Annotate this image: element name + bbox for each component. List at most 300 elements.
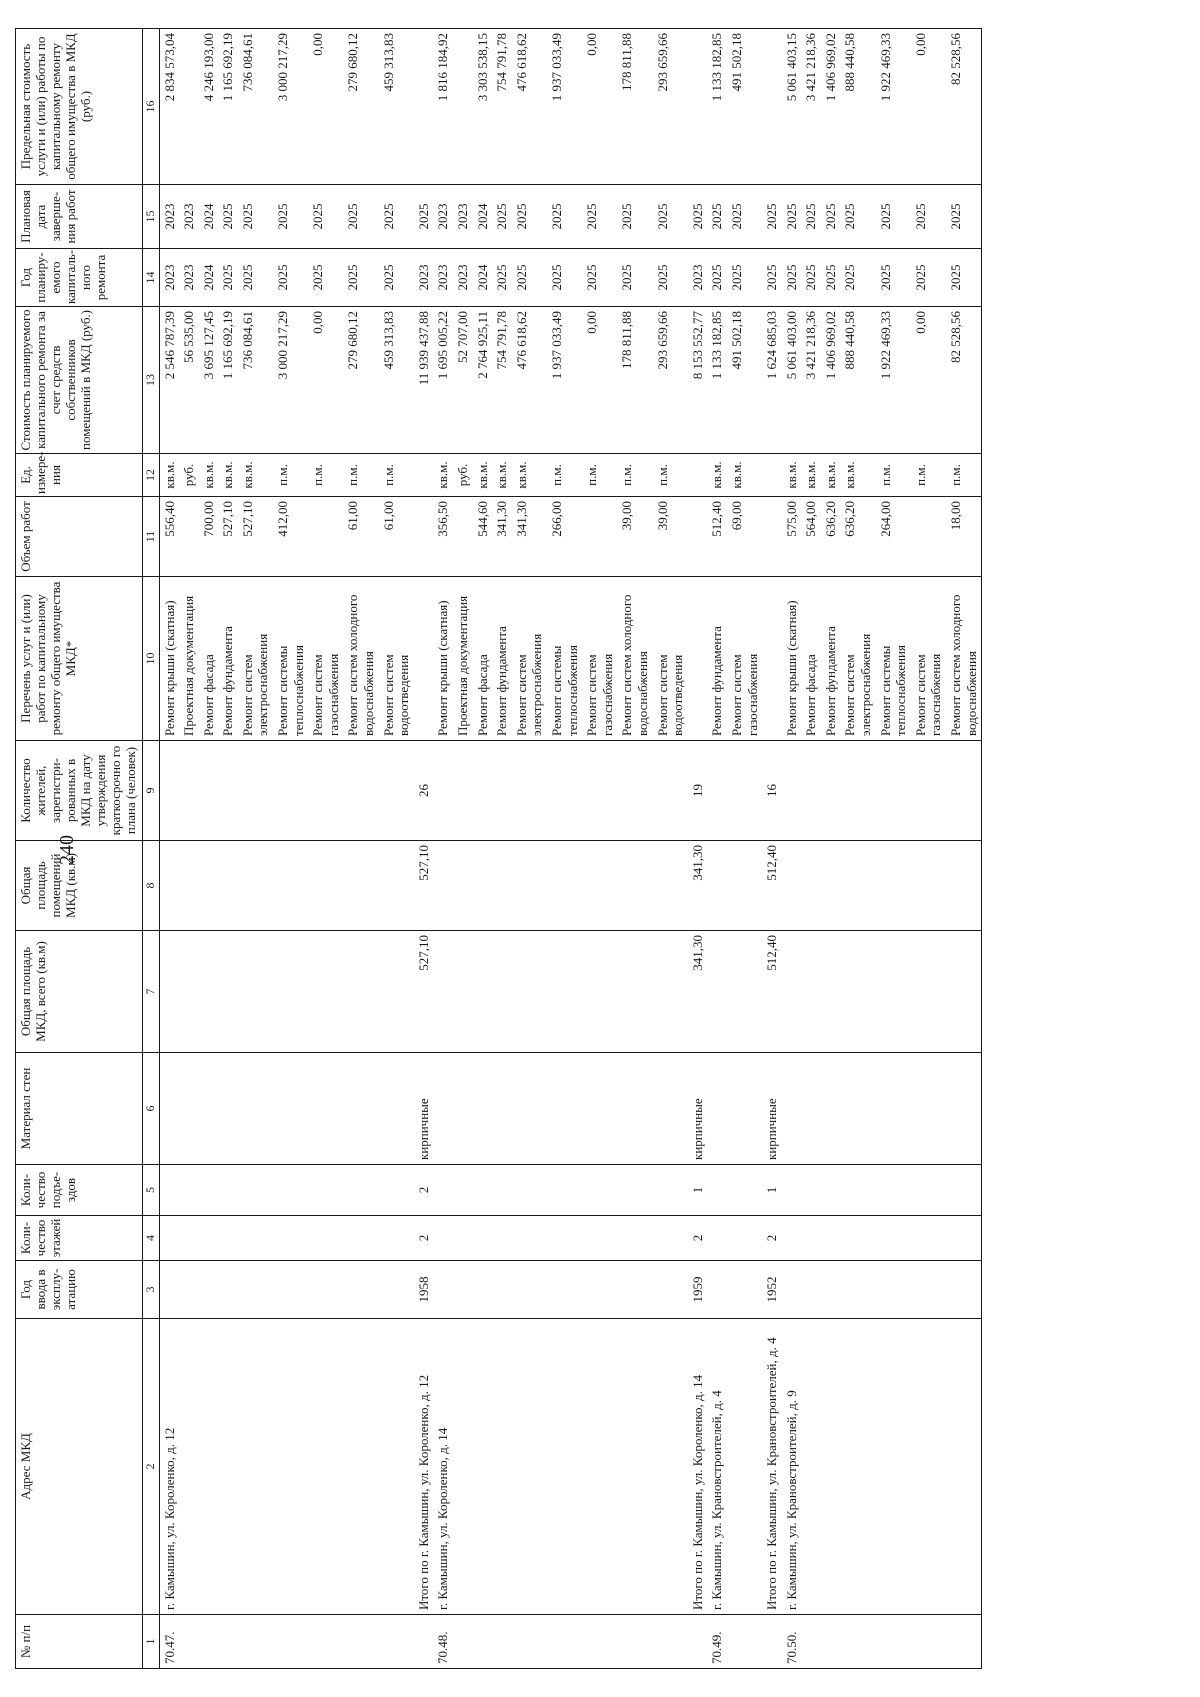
- table-cell: 2023: [159, 184, 179, 248]
- table-cell: [453, 1215, 473, 1260]
- table-cell: [343, 840, 378, 930]
- table-cell: 341,30: [688, 930, 708, 1052]
- table-cell: [911, 1318, 946, 1614]
- table-cell: [453, 28, 473, 184]
- table-cell: [379, 1614, 414, 1668]
- table-cell: [582, 1318, 617, 1614]
- table-cell: [801, 1260, 821, 1318]
- column-header: Перечень услуг и (или) работ по капитальному ремонту общего имущества МКД*: [16, 576, 143, 740]
- table-cell: [308, 840, 343, 930]
- column-number: 1: [142, 1614, 159, 1668]
- table-cell: 888 440,58: [840, 306, 875, 453]
- table-cell: 26: [414, 740, 434, 840]
- table-cell: кв.м.: [492, 453, 512, 496]
- table-cell: [821, 1164, 841, 1215]
- table-cell: 2025: [653, 184, 688, 248]
- table-cell: 888 440,58: [840, 28, 875, 184]
- table-cell: [179, 1318, 199, 1614]
- table-row: [492, 28, 512, 1668]
- table-cell: [512, 1614, 547, 1668]
- column-number: 10: [142, 576, 159, 740]
- table-cell: кв.м.: [727, 453, 762, 496]
- table-cell: [273, 840, 308, 930]
- table-cell: [653, 1052, 688, 1164]
- table-cell: [911, 1260, 946, 1318]
- table-cell: [414, 496, 434, 576]
- table-row: [453, 28, 473, 1668]
- table-cell: [821, 740, 841, 840]
- header-row: [16, 28, 143, 1668]
- table-cell: 754 791,78: [492, 28, 512, 184]
- table-cell: Ремонт систем газоснабжения: [308, 576, 343, 740]
- column-header: № п/п: [16, 1614, 143, 1668]
- table-cell: 2025: [492, 248, 512, 306]
- table-cell: п.м.: [582, 453, 617, 496]
- column-number: 14: [142, 248, 159, 306]
- table-cell: [159, 740, 179, 840]
- table-cell: 61,00: [343, 496, 378, 576]
- table-cell: [179, 1215, 199, 1260]
- table-cell: [343, 1215, 378, 1260]
- table-cell: 2025: [688, 184, 708, 248]
- page-number: 240: [56, 835, 78, 865]
- table-cell: 0,00: [911, 28, 946, 184]
- table-cell: [379, 930, 414, 1052]
- table-cell: [492, 840, 512, 930]
- table-row: [617, 28, 652, 1668]
- table-row: [946, 28, 982, 1668]
- table-row: [653, 28, 688, 1668]
- table-cell: 575,00: [782, 496, 802, 576]
- column-number: 3: [142, 1260, 159, 1318]
- table-cell: 2025: [707, 184, 727, 248]
- table-cell: кв.м.: [433, 453, 453, 496]
- table-cell: [782, 930, 802, 1052]
- table-cell: [199, 1318, 219, 1614]
- table-cell: кв.м.: [707, 453, 727, 496]
- rotated-page: [15, 29, 1185, 1669]
- table-cell: [343, 740, 378, 840]
- table-cell: [308, 1260, 343, 1318]
- table-cell: 2025: [379, 248, 414, 306]
- table-cell: [617, 1052, 652, 1164]
- table-cell: [727, 1318, 762, 1614]
- table-cell: [840, 740, 875, 840]
- table-cell: 2025: [801, 248, 821, 306]
- table-cell: [727, 1614, 762, 1668]
- table-cell: 5 061 403,15: [782, 28, 802, 184]
- table-cell: 2025: [707, 248, 727, 306]
- table-cell: 3 303 538,15: [473, 28, 493, 184]
- table-cell: [821, 1215, 841, 1260]
- table-cell: [946, 1318, 982, 1614]
- table-cell: 39,00: [617, 496, 652, 576]
- table-cell: 2023: [433, 248, 453, 306]
- table-cell: [911, 1614, 946, 1668]
- table-cell: [547, 1215, 582, 1260]
- table-cell: [433, 1260, 453, 1318]
- table-cell: [218, 1215, 238, 1260]
- table-cell: [840, 1052, 875, 1164]
- table-cell: 2025: [218, 248, 238, 306]
- table-cell: [582, 1164, 617, 1215]
- table-cell: 178 811,88: [617, 28, 652, 184]
- table-cell: 2025: [946, 184, 982, 248]
- table-cell: 2025: [762, 248, 782, 306]
- table-cell: [946, 740, 982, 840]
- table-cell: 341,30: [492, 496, 512, 576]
- table-cell: 2 546 787,39: [159, 306, 179, 453]
- table-cell: 61,00: [379, 496, 414, 576]
- table-cell: [512, 930, 547, 1052]
- table-cell: 512,40: [707, 496, 727, 576]
- table-cell: [512, 740, 547, 840]
- table-cell: [433, 930, 453, 1052]
- table-cell: Ремонт системы теплоснабжения: [876, 576, 911, 740]
- table-cell: [218, 1260, 238, 1318]
- table-cell: [379, 1260, 414, 1318]
- table-cell: 11 939 437,88: [414, 306, 434, 453]
- table-cell: 2: [414, 1215, 434, 1260]
- table-cell: [453, 1260, 473, 1318]
- table-cell: [821, 1318, 841, 1614]
- table-cell: [308, 1318, 343, 1614]
- table-cell: 412,00: [273, 496, 308, 576]
- table-cell: 3 421 218,36: [801, 306, 821, 453]
- table-cell: 2025: [801, 184, 821, 248]
- table-cell: кирпичные: [688, 1052, 708, 1164]
- table-cell: [473, 1260, 493, 1318]
- table-cell: 736 084,61: [238, 28, 273, 184]
- table-cell: 2024: [199, 248, 219, 306]
- table-cell: [876, 1164, 911, 1215]
- table-cell: Ремонт систем холодного водоснабжения: [343, 576, 378, 740]
- table-cell: 2 834 573,04: [159, 28, 179, 184]
- table-cell: 82 528,56: [946, 306, 982, 453]
- table-cell: Ремонт фасада: [473, 576, 493, 740]
- table-cell: [343, 1164, 378, 1215]
- table-cell: [801, 1318, 821, 1614]
- table-cell: [218, 1318, 238, 1614]
- table-cell: [238, 1318, 273, 1614]
- table-cell: [688, 453, 708, 496]
- table-cell: [199, 840, 219, 930]
- table-cell: [473, 840, 493, 930]
- table-cell: [946, 840, 982, 930]
- column-header: Коли-чество этажей: [16, 1215, 143, 1260]
- table-cell: 2025: [582, 248, 617, 306]
- table-cell: 636,20: [840, 496, 875, 576]
- table-cell: [308, 1614, 343, 1668]
- table-cell: [199, 1260, 219, 1318]
- table-cell: [379, 740, 414, 840]
- table-cell: 2 764 925,11: [473, 306, 493, 453]
- table-cell: [238, 1260, 273, 1318]
- table-cell: кирпичные: [762, 1052, 782, 1164]
- table-cell: 0,00: [911, 306, 946, 453]
- table-cell: кв.м.: [218, 453, 238, 496]
- table-cell: 2025: [308, 248, 343, 306]
- table-cell: 293 659,66: [653, 306, 688, 453]
- table-cell: 2025: [414, 184, 434, 248]
- table-cell: 3 695 127,45: [199, 306, 219, 453]
- table-cell: 1 922 469,33: [876, 306, 911, 453]
- table-cell: Ремонт систем электроснабжения: [512, 576, 547, 740]
- table-cell: [547, 1614, 582, 1668]
- table-cell: [582, 1260, 617, 1318]
- table-cell: 2025: [946, 248, 982, 306]
- table-cell: [343, 1260, 378, 1318]
- table-cell: 2024: [473, 184, 493, 248]
- table-cell: [876, 1052, 911, 1164]
- table-cell: [433, 1164, 453, 1215]
- table-cell: 527,10: [218, 496, 238, 576]
- column-number: 13: [142, 306, 159, 453]
- table-cell: [199, 740, 219, 840]
- table-cell: 2023: [433, 184, 453, 248]
- table-cell: [946, 1052, 982, 1164]
- table-cell: 2025: [840, 184, 875, 248]
- table-cell: [273, 1614, 308, 1668]
- table-cell: [801, 840, 821, 930]
- table-cell: [688, 496, 708, 576]
- table-cell: п.м.: [343, 453, 378, 496]
- table-cell: [492, 1614, 512, 1668]
- column-header: Плановая дата заверше-ния работ: [16, 184, 143, 248]
- column-header: Общая площадь МКД, всего (кв.м): [16, 930, 143, 1052]
- table-cell: 2025: [379, 184, 414, 248]
- table-cell: 2025: [512, 248, 547, 306]
- table-cell: [379, 1052, 414, 1164]
- table-cell: [782, 1052, 802, 1164]
- table-cell: [179, 1614, 199, 1668]
- table-cell: 1 816 184,92: [433, 28, 453, 184]
- table-cell: кв.м.: [801, 453, 821, 496]
- table-cell: кв.м.: [512, 453, 547, 496]
- table-cell: 1: [688, 1164, 708, 1215]
- table-cell: [343, 930, 378, 1052]
- table-row: [727, 28, 762, 1668]
- table-row: [199, 28, 219, 1668]
- table-cell: кв.м.: [840, 453, 875, 496]
- table-cell: [582, 930, 617, 1052]
- table-cell: Ремонт систем газоснабжения: [911, 576, 946, 740]
- table-cell: [199, 1215, 219, 1260]
- table-cell: [379, 840, 414, 930]
- table-cell: [707, 1215, 727, 1260]
- table-cell: [617, 1164, 652, 1215]
- table-cell: [273, 1215, 308, 1260]
- table-cell: [653, 1318, 688, 1614]
- table-cell: 0,00: [308, 28, 343, 184]
- table-row: [876, 28, 911, 1668]
- table-cell: 70.48.: [433, 1614, 453, 1668]
- table-cell: 2025: [617, 184, 652, 248]
- table-cell: 1 922 469,33: [876, 28, 911, 184]
- table-cell: [946, 1614, 982, 1668]
- table-cell: 1 937 033,49: [547, 306, 582, 453]
- table-cell: [159, 1215, 179, 1260]
- table-cell: 279 680,12: [343, 28, 378, 184]
- table-cell: Ремонт системы теплоснабжения: [273, 576, 308, 740]
- table-cell: [218, 740, 238, 840]
- table-cell: руб.: [453, 453, 473, 496]
- column-number: 2: [142, 1318, 159, 1614]
- table-cell: [512, 1318, 547, 1614]
- table-cell: 564,00: [801, 496, 821, 576]
- table-row: [379, 28, 414, 1668]
- table-cell: [433, 840, 453, 930]
- table-cell: [414, 453, 434, 496]
- table-cell: [707, 1260, 727, 1318]
- table-cell: [179, 1260, 199, 1318]
- table-cell: 2025: [343, 184, 378, 248]
- table-cell: [379, 1164, 414, 1215]
- table-cell: [688, 28, 708, 184]
- table-cell: [821, 1260, 841, 1318]
- table-cell: [801, 1164, 821, 1215]
- table-cell: 476 618,62: [512, 28, 547, 184]
- table-cell: [547, 740, 582, 840]
- table-cell: 1 406 969,02: [821, 306, 841, 453]
- table-cell: Итого по г. Камышин, ул. Крановстроителей, д. 4: [762, 1318, 782, 1614]
- table-cell: [582, 740, 617, 840]
- table-cell: [840, 1614, 875, 1668]
- table-cell: 2025: [911, 184, 946, 248]
- table-cell: [727, 740, 762, 840]
- column-header: Год планиру-емого капиталь-ного ремонта: [16, 248, 143, 306]
- table-cell: [238, 1215, 273, 1260]
- table-body: [159, 28, 982, 1668]
- table-cell: [582, 1614, 617, 1668]
- table-cell: [308, 1164, 343, 1215]
- table-cell: [453, 1614, 473, 1668]
- table-cell: п.м.: [617, 453, 652, 496]
- table-cell: Ремонт систем холодного водоснабжения: [617, 576, 652, 740]
- table-cell: 56 535,00: [179, 306, 199, 453]
- table-cell: [273, 1164, 308, 1215]
- table-cell: 1 937 033,49: [547, 28, 582, 184]
- column-header: Материал стен: [16, 1052, 143, 1164]
- table-cell: [238, 1164, 273, 1215]
- table-cell: [273, 740, 308, 840]
- table-row: [343, 28, 378, 1668]
- table-cell: 2025: [273, 184, 308, 248]
- table-cell: 2025: [727, 184, 762, 248]
- table-cell: [617, 1215, 652, 1260]
- table-cell: г. Камышин, ул. Крановстроителей, д. 9: [782, 1318, 802, 1614]
- table-cell: 341,30: [512, 496, 547, 576]
- table-cell: 512,40: [762, 840, 782, 930]
- table-cell: 1 133 182,85: [707, 28, 727, 184]
- table-cell: 3 421 218,36: [801, 28, 821, 184]
- table-cell: [876, 930, 911, 1052]
- table-cell: [273, 930, 308, 1052]
- table-cell: [414, 1614, 434, 1668]
- table-cell: [911, 1215, 946, 1260]
- table-cell: [273, 1260, 308, 1318]
- table-cell: 2025: [492, 184, 512, 248]
- table-cell: кирпичные: [414, 1052, 434, 1164]
- table-cell: п.м.: [946, 453, 982, 496]
- table-cell: [218, 840, 238, 930]
- table-cell: [473, 740, 493, 840]
- table-cell: Ремонт фундамента: [218, 576, 238, 740]
- table-cell: 700,00: [199, 496, 219, 576]
- table-cell: 52 707,00: [453, 306, 473, 453]
- table-cell: 754 791,78: [492, 306, 512, 453]
- table-cell: Проектная документация: [453, 576, 473, 740]
- table-cell: кв.м.: [821, 453, 841, 496]
- column-number: 16: [142, 28, 159, 184]
- table-cell: 527,10: [414, 930, 434, 1052]
- table-cell: [547, 1164, 582, 1215]
- table-cell: 19: [688, 740, 708, 840]
- table-cell: [911, 840, 946, 930]
- column-number: 4: [142, 1215, 159, 1260]
- table-cell: 556,40: [159, 496, 179, 576]
- table-cell: [653, 840, 688, 930]
- table-cell: Ремонт системы теплоснабжения: [547, 576, 582, 740]
- table-cell: 491 502,18: [727, 306, 762, 453]
- table-row: [688, 28, 708, 1668]
- table-cell: Ремонт крыши (скатная): [433, 576, 453, 740]
- table-cell: [727, 840, 762, 930]
- table-cell: 2025: [876, 248, 911, 306]
- table-cell: [617, 1614, 652, 1668]
- table-cell: 2025: [343, 248, 378, 306]
- table-cell: 1 624 685,03: [762, 306, 782, 453]
- table-cell: 39,00: [653, 496, 688, 576]
- table-cell: [218, 930, 238, 1052]
- table-cell: [762, 1614, 782, 1668]
- table-cell: [617, 1318, 652, 1614]
- table-cell: 0,00: [582, 306, 617, 453]
- table-cell: Ремонт систем водоотведения: [379, 576, 414, 740]
- table-row: [911, 28, 946, 1668]
- table-cell: Ремонт фасада: [801, 576, 821, 740]
- table-cell: [762, 28, 782, 184]
- table-cell: [762, 496, 782, 576]
- column-number: 8: [142, 840, 159, 930]
- table-cell: [946, 1215, 982, 1260]
- table-cell: 2024: [199, 184, 219, 248]
- table-cell: 2023: [179, 184, 199, 248]
- table-cell: 178 811,88: [617, 306, 652, 453]
- table-cell: [801, 1052, 821, 1164]
- table-cell: [308, 1215, 343, 1260]
- table-cell: [821, 1052, 841, 1164]
- column-number: 9: [142, 740, 159, 840]
- table-cell: [179, 740, 199, 840]
- column-number: 12: [142, 453, 159, 496]
- table-cell: [727, 1260, 762, 1318]
- table-cell: [379, 1318, 414, 1614]
- table-cell: 459 313,83: [379, 306, 414, 453]
- table-cell: п.м.: [308, 453, 343, 496]
- table-cell: 0,00: [582, 28, 617, 184]
- table-cell: [840, 1260, 875, 1318]
- table-cell: 491 502,18: [727, 28, 762, 184]
- table-cell: 70.49.: [707, 1614, 727, 1668]
- table-cell: 2025: [876, 184, 911, 248]
- table-cell: [414, 28, 434, 184]
- table-cell: [492, 1260, 512, 1318]
- table-cell: [911, 930, 946, 1052]
- table-cell: [762, 576, 782, 740]
- table-cell: 2023: [688, 248, 708, 306]
- table-cell: 2025: [782, 248, 802, 306]
